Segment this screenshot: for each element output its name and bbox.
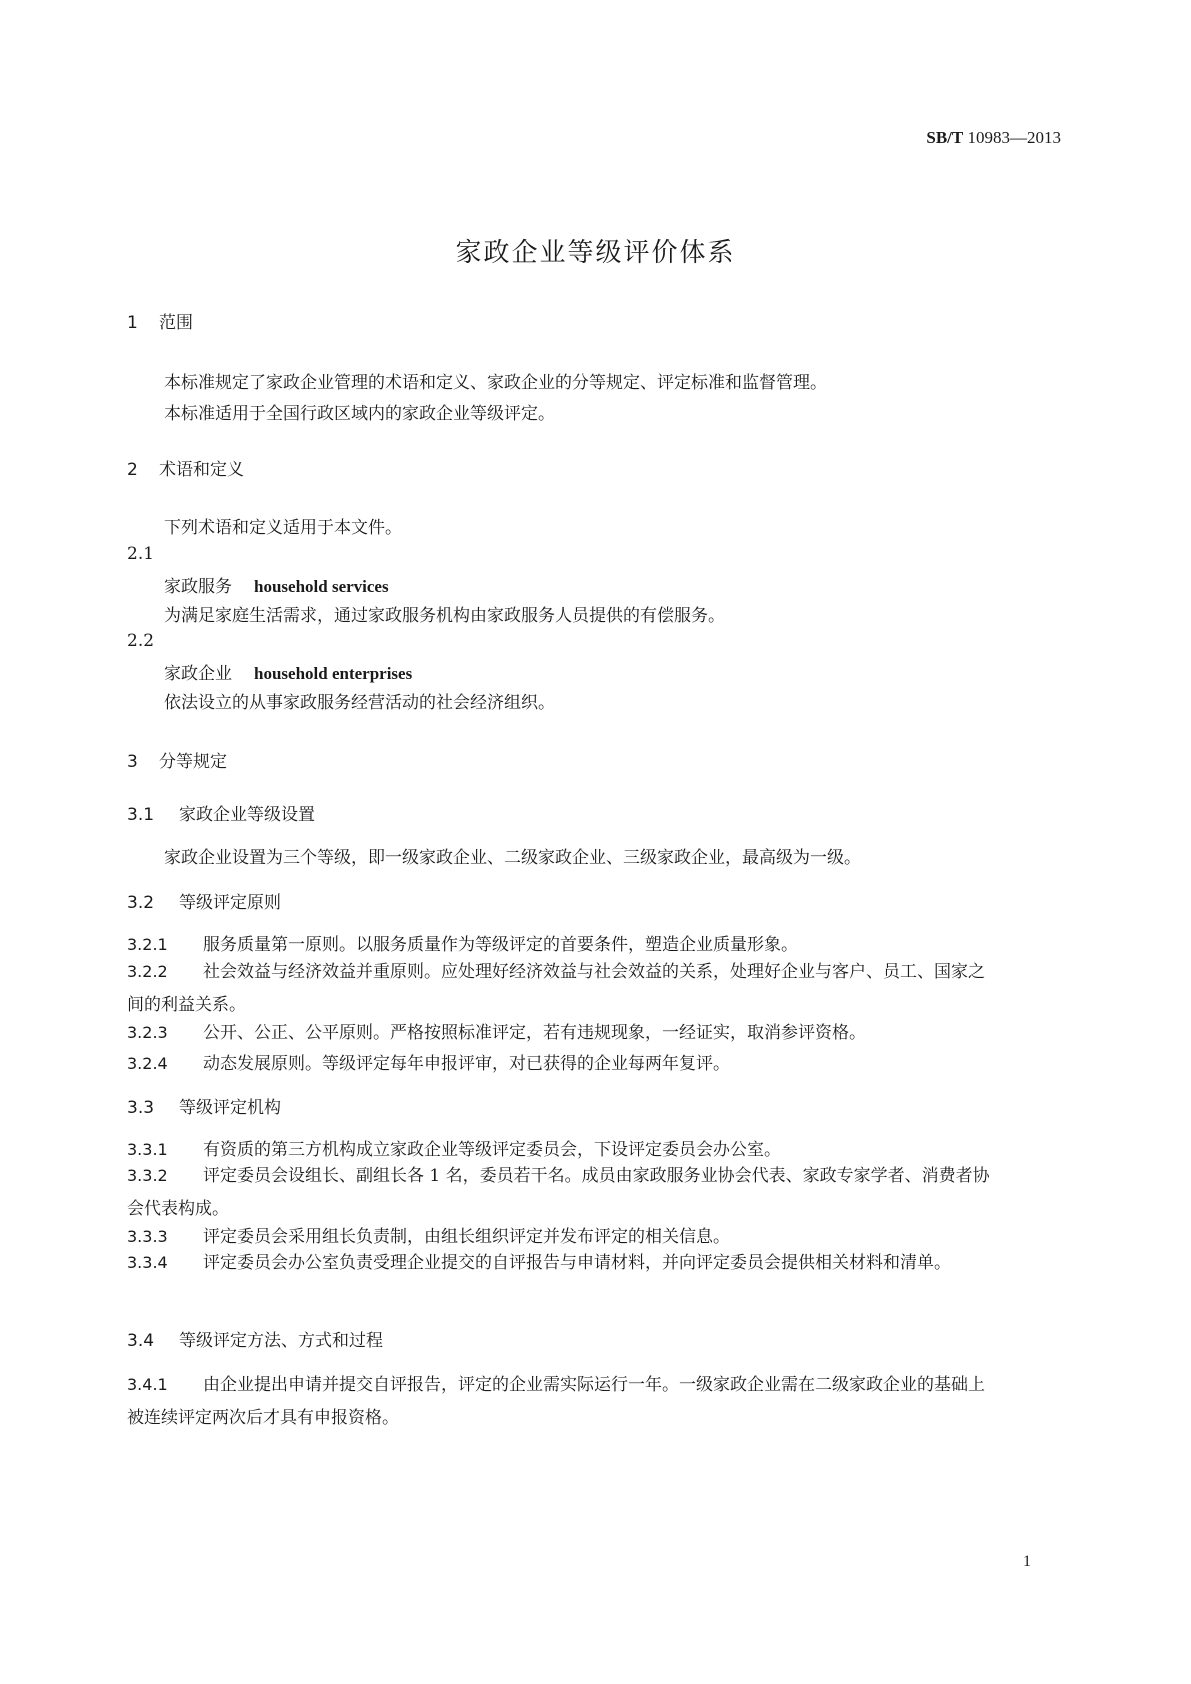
clause-3-2-1: 3.2.1 服务质量第一原则。以服务质量作为等级评定的首要条件，塑造企业质量形象。 — [127, 935, 798, 955]
term-definition-2-2: 依法设立的从事家政服务经营活动的社会经济组织。 — [164, 693, 555, 713]
clause-3-3-3: 3.3.3 评定委员会采用组长负责制，由组长组织评定并发布评定的相关信息。 — [127, 1227, 730, 1247]
clause-3-2-4: 3.2.4 动态发展原则。等级评定每年申报评审，对已获得的企业每两年复评。 — [127, 1054, 730, 1074]
subsection-heading-3-1: 3.1 家政企业等级设置 — [127, 805, 315, 825]
scope-paragraph-2: 本标准适用于全国行政区域内的家政企业等级评定。 — [164, 404, 555, 424]
subsection-heading-3-3: 3.3 等级评定机构 — [127, 1098, 281, 1118]
clause-3-3-2: 3.3.2 评定委员会设组长、副组长各 1 名，委员若干名。成员由家政服务业协会代表、家政专家学者、消费者协会代表构成。 — [127, 1166, 990, 1219]
section-heading-3: 3 分等规定 — [127, 752, 227, 772]
clause-3-3-4: 3.3.4 评定委员会办公室负责受理企业提交的自评报告与申请材料，并向评定委员会提供相关材料和清单。 — [127, 1253, 951, 1273]
clause-3-2-3: 3.2.3 公开、公正、公平原则。严格按照标准评定，若有违规现象，一经证实，取消参评资格。 — [127, 1023, 866, 1043]
scope-paragraph-1: 本标准规定了家政企业管理的术语和定义、家政企业的分等规定、评定标准和监督管理。 — [164, 373, 827, 393]
term-household-enterprises: 家政企业 household enterprises — [164, 664, 413, 684]
term-number-2-1: 2.1 — [127, 544, 155, 564]
grade-setting-paragraph: 家政企业设置为三个等级，即一级家政企业、二级家政企业、三级家政企业，最高级为一级。 — [164, 848, 861, 868]
subsection-heading-3-4: 3.4 等级评定方法、方式和过程 — [127, 1331, 383, 1351]
terms-intro: 下列术语和定义适用于本文件。 — [164, 518, 402, 538]
clause-3-3-1: 3.3.1 有资质的第三方机构成立家政企业等级评定委员会，下设评定委员会办公室。 — [127, 1140, 781, 1160]
doc-code-number: 10983—2013 — [967, 128, 1061, 147]
page-title: 家政企业等级评价体系 — [455, 238, 736, 268]
clause-3-4-1: 3.4.1 由企业提出申请并提交自评报告，评定的企业需实际运行一年。一级家政企业需在二级家政企业的基础上被连续评定两次后才具有申报资格。 — [127, 1375, 985, 1428]
term-household-services: 家政服务 household services — [164, 577, 389, 597]
page-number: 1 — [1023, 1553, 1031, 1570]
clause-3-2-2: 3.2.2 社会效益与经济效益并重原则。应处理好经济效益与社会效益的关系，处理好企业与客户、员工、国家之间的利益关系。 — [127, 962, 985, 1015]
section-heading-1: 1 范围 — [127, 313, 193, 333]
term-definition-2-1: 为满足家庭生活需求，通过家政服务机构由家政服务人员提供的有偿服务。 — [164, 606, 725, 626]
doc-code-prefix: SB/T — [926, 128, 964, 147]
section-heading-2: 2 术语和定义 — [127, 460, 244, 480]
document-code — [926, 128, 1061, 148]
term-number-2-2: 2.2 — [127, 631, 155, 651]
subsection-heading-3-2: 3.2 等级评定原则 — [127, 893, 281, 913]
